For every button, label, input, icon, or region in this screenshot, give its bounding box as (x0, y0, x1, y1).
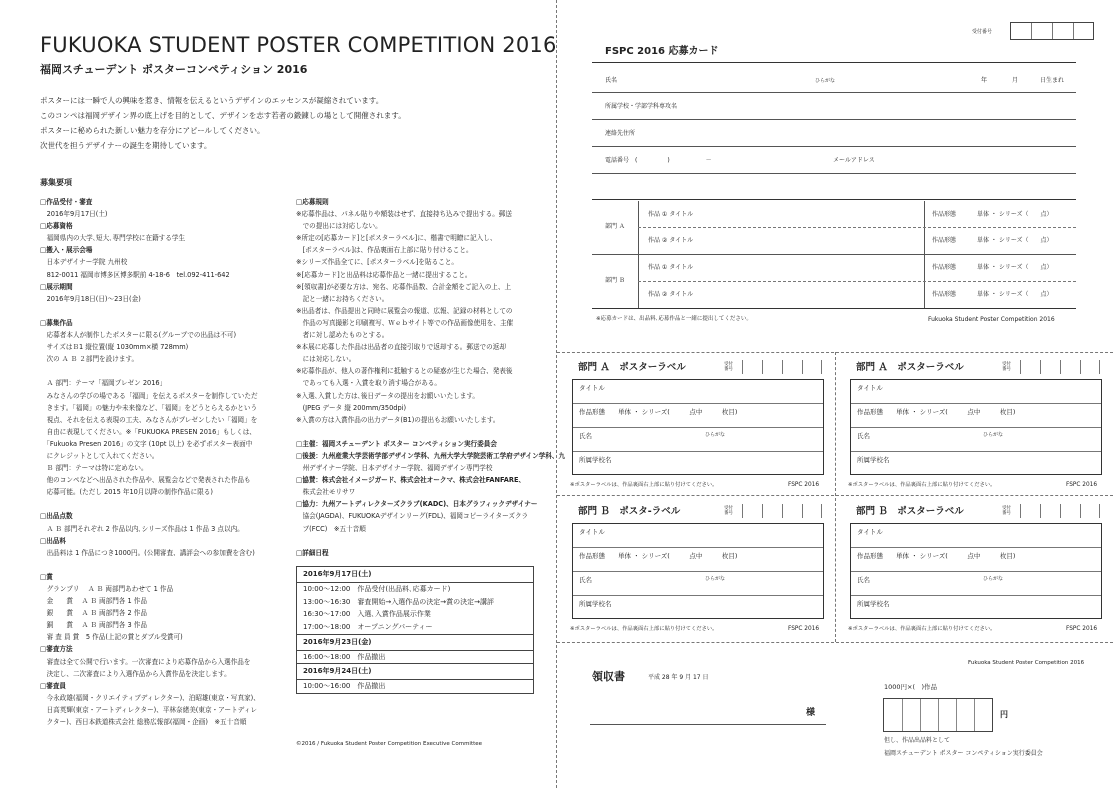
guideline-line (296, 537, 565, 549)
cut-line-horizontal (557, 495, 1113, 496)
label-number-box[interactable] (1020, 502, 1100, 520)
intro-line: このコンペは福岡デザイン界の底上げを目的として、デザインを志す若者の鍛錬しの場として開催されます。 (40, 111, 406, 120)
section-heading: □応募規則 (296, 198, 329, 206)
divider (592, 92, 1076, 93)
guideline-line: ブ(FCC) ※五十音順 (296, 524, 366, 533)
card-footer: Fukuoka Student Poster Competition 2016 (928, 316, 1055, 323)
receipt-honorific: 様 (806, 708, 816, 718)
guideline-line: ※[応募カード]と出品料は応募作品と一緒に提出すること。 (296, 270, 472, 279)
label-school-field[interactable] (573, 596, 823, 620)
label-title-field[interactable] (573, 524, 823, 548)
guideline-line (40, 561, 260, 573)
schedule-date: 2016年9月17日(土) (297, 567, 533, 583)
cut-line-vertical (556, 0, 557, 788)
work1-title-label: 作品 ① タイトル (648, 264, 694, 271)
schedule-row: 17:00～18:00 オープニングパーティー (303, 623, 433, 631)
guideline-line: 州デザイナー学院、日本デザイナー学院、福岡デザイン専門学校 (296, 464, 493, 473)
amount-box[interactable] (883, 698, 993, 732)
name-label: 氏名 (605, 77, 618, 84)
label-form-field[interactable] (573, 548, 823, 572)
guideline-line: にクレジットとして入れてください。 (40, 451, 159, 460)
receipt-yen: 円 (1000, 710, 1008, 719)
guideline-line: グランプリ Ａ Ｂ 両部門あわせて 1 作品 (40, 585, 174, 593)
label-field-caption: ひらがな (705, 432, 726, 438)
label-field-caption: タイトル (579, 528, 605, 536)
label-field-caption: 作品形態 単体 ・ シリーズ( 点中 枚目) (579, 408, 738, 416)
guideline-line: 株式会社モリサワ (296, 488, 356, 497)
label-note: ※ポスターラベルは、作品裏面右上部に貼り付けてください。 (848, 482, 996, 488)
label-field-caption: 所属学校名 (857, 600, 890, 608)
guideline-line: 銀 賞 Ａ Ｂ 両部門各 2 作品 (40, 609, 147, 618)
guideline-line: ※本展に応募した作品は出品者の直接引取りで返却する。郵送での返却 (296, 343, 506, 352)
form-label: 作品形態 (932, 291, 957, 298)
divider (924, 201, 925, 309)
section-heading: □出品料 (40, 536, 67, 545)
copyright: ©2016 / Fukuoka Student Poster Competition Executive Committee (296, 741, 483, 747)
furigana-label: ひらがな (815, 78, 836, 84)
section-heading: □主催：福岡スチューデント ポスター コンペティション実行委員会 (296, 439, 497, 448)
guideline-line: [ポスターラベル]は、作品裏面右上部に貼り付けること。 (296, 246, 473, 255)
label-field-caption: 所属学校名 (857, 456, 890, 464)
guideline-line: 他のコンペなどへ出品された作品や、展覧会などで発表された作品も (40, 476, 251, 485)
label-form (850, 379, 1102, 475)
guideline-line: 金 賞 Ａ Ｂ 両部門各 1 作品 (40, 597, 147, 606)
guideline-line: Ａ 部門：テーマ「福岡プレゼン 2016」 (40, 379, 167, 388)
label-number-caption: 受付番号 (1002, 506, 1011, 516)
label-field-caption: ひらがな (983, 576, 1004, 582)
label-school-field[interactable] (573, 452, 823, 476)
label-number-caption: 受付番号 (1002, 362, 1011, 372)
form-options: 単体 ・ シリーズ（ 点） (977, 211, 1053, 218)
poster-label-4 (848, 502, 1106, 632)
label-title-field[interactable] (851, 380, 1101, 404)
poster-label-title: 部門 Ａ ポスターラベル (856, 362, 964, 373)
label-field-caption: 作品形態 単体 ・ シリーズ( 点中 枚目) (579, 552, 738, 560)
divider (592, 199, 1076, 200)
label-field-caption: 作品形態 単体 ・ シリーズ( 点中 枚目) (857, 408, 1016, 416)
guideline-line: (JPEG データ 縦 200mm/350dpi) (296, 403, 407, 412)
guideline-line: Ｂ 部門：テーマは特に定めない。 (40, 464, 148, 473)
intro-line: 次世代を担うデザイナーの誕生を期待しています。 (40, 141, 212, 150)
schedule-table (296, 566, 534, 694)
poster-label-2 (848, 358, 1106, 488)
guide-heading: 募集要項 (40, 178, 72, 187)
poster-label-3 (570, 502, 828, 632)
label-tag: FSPC 2016 (788, 626, 820, 632)
guideline-line: ※[領収書]が必要な方は、宛名、応募作品数、合計金額をご記入の上、上 (296, 282, 512, 291)
guideline-line: 作品の写真撮影と印刷複写、Ｗｅｂサイト等での作品画像使用を、主催 (296, 318, 514, 327)
label-field-caption: 氏名 (857, 576, 870, 584)
guideline-line: 812-0011 福岡市博多区博多駅前 4-18-6 tel.092-411-642 (40, 270, 230, 279)
poster-label-1 (570, 358, 828, 488)
guideline-line: であっても入選・入賞を取り消す場合がある。 (296, 379, 441, 388)
receipt-number-label: 受付番号 (972, 29, 993, 35)
address-label: 連絡先住所 (605, 130, 636, 137)
label-field-caption: ひらがな (983, 432, 1004, 438)
guideline-line: での提出には対応しない。 (296, 222, 382, 231)
poster-label-title: 部門 Ａ ポスターラベル (578, 362, 686, 373)
schedule-row: 16:00～18:00 作品撤出 (303, 652, 386, 661)
section-heading: □応募資格 (40, 222, 73, 231)
divider (638, 201, 639, 309)
label-field-caption: 氏名 (857, 432, 870, 440)
section-heading: □審査員 (40, 681, 67, 690)
guideline-line: 今永政雄(福岡・クリエイティブディレクター)、泊昭雄(東京・写真家)、 (40, 693, 260, 702)
guideline-line: ※入賞の方は入賞作品の出力データ(B1)の提出もお願いいたします。 (296, 415, 500, 424)
section-heading: □賞 (40, 572, 53, 581)
label-number-caption: 受付番号 (724, 506, 733, 516)
section-heading: □詳細日程 (296, 548, 329, 557)
guideline-line: 福岡県内の大学､短大､専門学校に在籍する学生 (40, 234, 186, 243)
label-school-field[interactable] (851, 452, 1101, 476)
intro-line: ポスターに秘められた新しい魅力を存分にアピールしてください。 (40, 126, 265, 135)
section-heading: □協力：九州アートディレクターズクラブ(KADC)、日本グラフィックデザイナー (296, 500, 538, 509)
guideline-line: Ａ Ｂ 部門それぞれ 2 作品以内､シリーズ作品は 1 作品 3 点以内。 (40, 524, 244, 533)
section-heading: □作品受付・審査 (40, 198, 93, 206)
school-label: 所属学校・学部学科専攻名 (605, 103, 678, 110)
label-name-field[interactable] (573, 428, 823, 452)
section-heading: □募集作品 (40, 318, 73, 327)
divider (638, 227, 1076, 228)
work1-title-label: 作品 ① タイトル (648, 211, 694, 218)
guideline-line: クター)、西日本鉄道株式会社 総務広報部(福岡・企画) ※五十音順 (40, 718, 247, 727)
birth-label: 日生まれ (1040, 77, 1065, 84)
form-options: 単体 ・ シリーズ（ 点） (977, 264, 1053, 271)
poster-label-title: 部門 Ｂ ポスタ‐ラベル (578, 506, 681, 517)
phone-label: 電話番号 ( ) － (605, 157, 712, 164)
guideline-line: 審査は全て公開で行います。一次審査により応募作品から入選作品を (40, 657, 251, 666)
divider (592, 119, 1076, 120)
label-form (572, 523, 824, 619)
month-label: 月 (1012, 77, 1019, 84)
guideline-line: みなさんの学びの場である「福岡」を伝えるポスターを制作していただ (40, 391, 258, 400)
label-field-caption: タイトル (857, 384, 883, 392)
guideline-middle-column (296, 198, 565, 561)
guideline-line (40, 500, 260, 512)
guideline-line: 日本デザイナー学院 九州校 (40, 258, 128, 267)
guideline-line: 協会(JAGDA)、FUKUOKAデザインリーグ(FDL)、福岡コピーライターズクラ (296, 512, 529, 521)
guideline-left-column (40, 198, 260, 730)
work2-title-label: 作品 ② タイトル (648, 237, 694, 244)
label-tag: FSPC 2016 (788, 482, 820, 488)
label-tag: FSPC 2016 (1066, 626, 1098, 632)
page-title: FUKUOKA STUDENT POSTER COMPETITION 2016 (40, 33, 557, 57)
guideline-line: 2016年9月18日(日)～23日(金) (40, 294, 141, 303)
schedule-row: 13:00～16:30 審査開始→入選作品の決定→賞の決定→講評 (303, 597, 494, 606)
label-name-field[interactable] (851, 572, 1101, 596)
label-school-field[interactable] (851, 596, 1101, 620)
label-form (850, 523, 1102, 619)
label-form-field[interactable] (851, 404, 1101, 428)
receipt-number-box[interactable] (1010, 22, 1094, 40)
guideline-line: 審 査 員 賞 5 作品(上記の賞とダブル受賞可) (40, 633, 183, 642)
label-field-caption: タイトル (857, 528, 883, 536)
divider (592, 254, 1076, 255)
label-number-box[interactable] (1020, 358, 1100, 376)
guideline-line: ※入選､入賞した方は､後日データの提出をお願いいたします。 (296, 391, 480, 400)
label-number-box[interactable] (742, 502, 822, 520)
guideline-line: サイズはＢ1 縦位置(縦 1030mm×横 728mm) (40, 343, 189, 352)
label-note: ※ポスターラベルは、作品裏面右上部に貼り付けてください。 (570, 482, 718, 488)
guideline-line: 2016年9月17日(土) (40, 210, 108, 219)
label-title-field[interactable] (851, 524, 1101, 548)
schedule-row: 10:00～16:00 作品撤出 (303, 682, 386, 690)
label-tag: FSPC 2016 (1066, 482, 1098, 488)
entry-card-title: FSPC 2016 応募カード (605, 46, 719, 57)
divider (592, 146, 1076, 147)
label-field-caption: 作品形態 単体 ・ シリーズ( 点中 枚目) (857, 552, 1016, 560)
divider (592, 308, 1076, 309)
receipt-note-1: 但し、作品出品料として (884, 737, 951, 744)
label-number-caption: 受付番号 (724, 362, 733, 372)
cut-line-horizontal (557, 642, 1113, 643)
guideline-line: 「Fukuoka Presen 2016」の文字 (10pt 以上) を必ずポスター表面中 (40, 439, 253, 448)
section-heading: □後援：九州産業大学芸術学部デザイン学科、九州大学大学院芸術工学府デザイン学科、九 (296, 451, 566, 460)
intro-text (40, 96, 406, 156)
guideline-line: 応募可能。(ただし 2015 年10月以降の制作作品に限る) (40, 488, 213, 497)
section-heading: □審査方法 (40, 645, 73, 654)
label-note: ※ポスターラベルは、作品裏面右上部に貼り付けてください。 (570, 626, 718, 632)
schedule-row: 16:30～17:00 入選､入賞作品展示作業 (303, 610, 431, 619)
form-options: 単体 ・ シリーズ（ 点） (977, 291, 1053, 298)
guideline-line: 次の Ａ Ｂ ２部門を設けます。 (40, 355, 139, 364)
receipt-note-2: 福岡スチューデント ポスター コンペティション実行委員会 (884, 750, 1043, 757)
guideline-line: 記と一緒にお持ちください。 (296, 294, 389, 303)
label-field-caption: 氏名 (579, 576, 592, 584)
receipt-date: 平成 28 年 9 月 17 日 (648, 674, 709, 681)
guideline-line: きます。「福岡」の魅力や未来像など、「福岡」をどうとらえるかという (40, 403, 258, 412)
form-options: 単体 ・ シリーズ（ 点） (977, 237, 1053, 244)
form-label: 作品形態 (932, 237, 957, 244)
poster-label-title: 部門 Ｂ ポスターラベル (856, 506, 964, 517)
label-field-caption: 氏名 (579, 432, 592, 440)
card-note: ※応募カードは、出品料､応募作品と一緒に提出してください。 (596, 316, 752, 322)
guideline-line: ※応募作品が、他人の著作権利に抵触するとの疑惑が生じた場合、発表後 (296, 367, 513, 376)
section-heading: □展示期間 (40, 282, 73, 291)
guideline-line (296, 428, 565, 440)
page-subtitle: 福岡スチューデント ポスターコンペティション 2016 (40, 63, 308, 76)
label-form-field[interactable] (573, 404, 823, 428)
guideline-line: ※応募作品は、パネル貼りや額装はせず、直接持ち込みで提出する。郵送 (296, 210, 512, 219)
schedule-date: 2016年9月23日(金) (297, 634, 533, 651)
label-field-caption: 所属学校名 (579, 456, 612, 464)
guideline-line: 者に対し認めたものとする。 (296, 331, 389, 340)
guideline-line (40, 307, 260, 319)
guideline-line: 銅 賞 Ａ Ｂ 両部門各 3 作品 (40, 621, 147, 630)
guideline-line: には対応しない。 (296, 355, 356, 364)
divider (592, 62, 1076, 63)
intro-line: ポスターには一瞬で人の興味を惹き、情報を伝えるというデザインのエッセンスが凝縮されています。 (40, 96, 384, 105)
schedule-date: 2016年9月24日(土) (297, 663, 533, 680)
divider (592, 173, 1076, 174)
cut-line-vertical (835, 352, 836, 642)
receipt-title: 領収書 (592, 670, 625, 683)
guideline-line: 応募者本人が制作したポスターに限る(グループでの出品は不可) (40, 331, 237, 340)
receipt-footer: Fukuoka Student Poster Competition 2016 (968, 660, 1085, 666)
label-form (572, 379, 824, 475)
form-label: 作品形態 (932, 211, 957, 218)
guideline-line: 日高英輝(東京・アートディレクター)、平林奈緒美(東京・アートディレ (40, 705, 257, 714)
guideline-line: 視点、それを伝える表現の工夫、みなさんがプレゼンしたい「福岡」を (40, 415, 258, 424)
label-name-field[interactable] (851, 428, 1101, 452)
form-label: 作品形態 (932, 264, 957, 271)
divider (590, 724, 826, 725)
guideline-line: 出品料は 1 作品につき1000円。(公開審査、講評会への参加費を含む) (40, 548, 255, 557)
guideline-line: 決定し、二次審査により入選作品から入賞作品を決定します。 (40, 669, 231, 678)
guideline-line: ※出品者は、作品提出と同時に展覧会の報道、広報、記録の材料としての (296, 306, 513, 315)
email-label: メールアドレス (833, 157, 875, 164)
dept-a-label: 部門 Ａ (605, 223, 625, 230)
section-heading: □協賛：株式会社イメージガード、株式会社オークマ、株式会社FANFARE、 (296, 476, 526, 485)
guideline-line: 自由に表現してください。※「FUKUOKA PRESEN 2016」もしくは、 (40, 427, 256, 436)
label-field-caption: タイトル (579, 384, 605, 392)
dept-b-label: 部門 Ｂ (605, 277, 625, 284)
label-number-box[interactable] (742, 358, 822, 376)
schedule-row: 10:00～12:00 作品受付(出品料､応募カード) (303, 584, 451, 593)
work2-title-label: 作品 ② タイトル (648, 291, 694, 298)
guideline-line: ※所定の[応募カード]と[ポスターラベル]に、楷書で明瞭に記入し、 (296, 234, 497, 243)
guideline-line (40, 367, 260, 379)
label-name-field[interactable] (573, 572, 823, 596)
label-field-caption: ひらがな (705, 576, 726, 582)
receipt-price: 1000円×( )作品 (884, 683, 938, 691)
label-field-caption: 所属学校名 (579, 600, 612, 608)
section-heading: □搬入・展示会場 (40, 246, 93, 255)
label-form-field[interactable] (851, 548, 1101, 572)
divider (638, 281, 1076, 282)
label-note: ※ポスターラベルは、作品裏面右上部に貼り付けてください。 (848, 626, 996, 632)
section-heading: □出品点数 (40, 512, 73, 521)
year-label: 年 (981, 77, 988, 84)
guideline-line: ※シリーズ作品全てに、[ポスターラベル]を貼ること。 (296, 258, 458, 267)
label-title-field[interactable] (573, 380, 823, 404)
